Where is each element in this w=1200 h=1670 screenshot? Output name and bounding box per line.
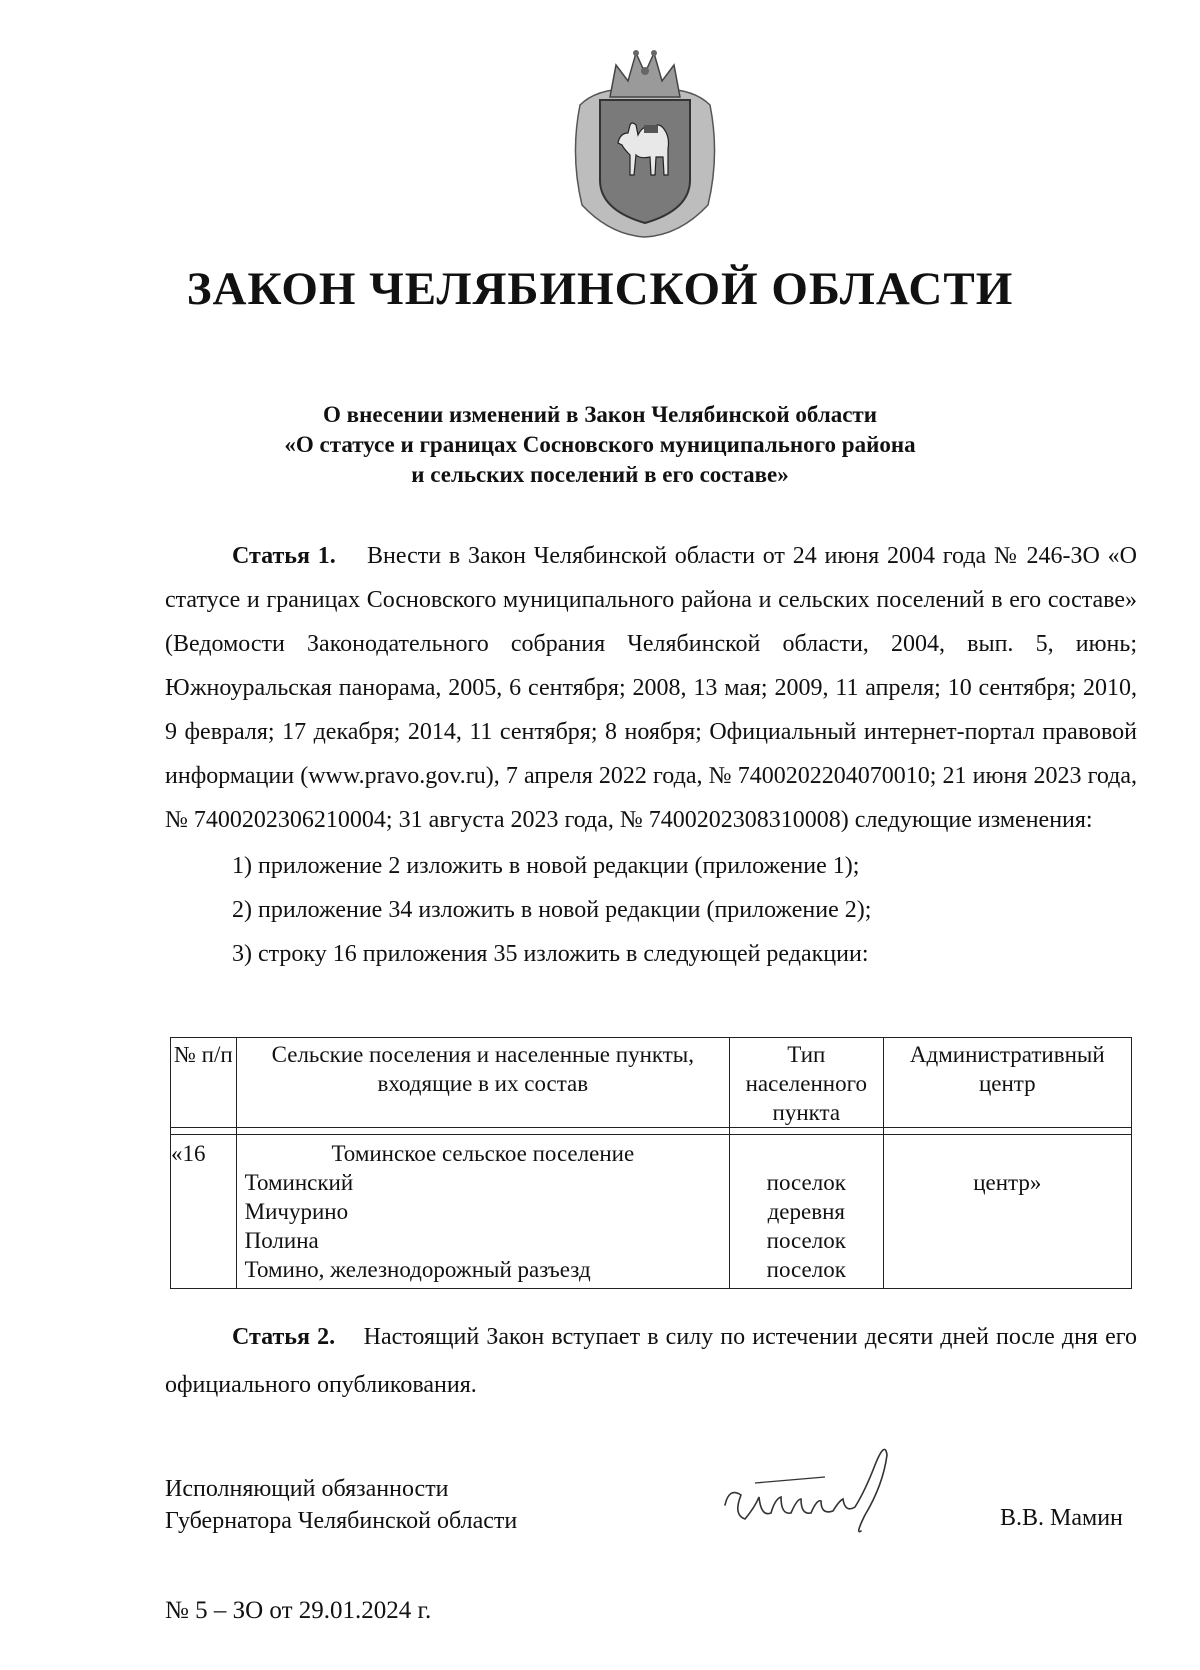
table-gap-row	[171, 1128, 1132, 1135]
document-title: ЗАКОН ЧЕЛЯБИНСКОЙ ОБЛАСТИ	[186, 263, 1014, 315]
row-center	[883, 1135, 1131, 1289]
article-1-label: Статья 1.	[232, 543, 336, 569]
article-2-text: Настоящий Закон вступает в силу по истечении десяти дней после дня его официального опубликования.	[165, 1324, 1137, 1398]
header-center: Административный центр	[883, 1038, 1131, 1128]
article-1-item: 2) приложение 34 изложить в новой редакции (приложение 2);	[232, 897, 872, 923]
header-settlements: Сельские поселения и населенные пункты, входящие в их состав	[236, 1038, 729, 1128]
signatory-position	[165, 1473, 517, 1537]
subject-line: и сельских поселений в его составе»	[411, 462, 789, 487]
article-1-text: Внести в Закон Челябинской области от 24 июня 2004 года № 246-ЗО «О статусе и границах Сосновского муниципального района и сельских поселений в его составе» (Ведомости Законодательного собрания Челябинской области, 2004, вып. 5, июнь; Южноуральская панорама, 2005, 6 сентября; 2008, 13 мая; 2009, 11 апреля; 10 сентября; 2010, 9 февраля; 17 декабря; 2014, 11 сентября; 8 ноября; Официальный интернет-портал правовой информации (www.pravo.gov.ru), 7 апреля 2022 года, № 7400202204070010; 21 июня 2023 года, № 7400202306210004; 31 августа 2023 года, № 7400202308310008) следующие изменения:	[165, 543, 1137, 833]
subject-line: «О статусе и границах Сосновского муниципального района	[284, 432, 916, 457]
position-line: Исполняющий обязанности	[165, 1476, 449, 1502]
locality-type: поселок	[766, 1257, 846, 1282]
article-2-paragraph	[165, 1313, 1137, 1409]
signer-name: В.В. Мамин	[1000, 1505, 1123, 1531]
article-2	[165, 1313, 1137, 1409]
position-line: Губернатора Челябинской области	[165, 1508, 518, 1534]
row-types	[729, 1135, 883, 1289]
admin-center: центр»	[973, 1170, 1042, 1195]
registration-number: № 5 – ЗО от 29.01.2024 г.	[165, 1597, 432, 1624]
locality-name: Полина	[244, 1228, 319, 1253]
table-header-row	[171, 1038, 1132, 1128]
header-type: Тип населенного пункта	[729, 1038, 883, 1128]
handwritten-signature	[715, 1435, 945, 1545]
table-row	[171, 1135, 1132, 1289]
document-subject	[150, 400, 1050, 490]
article-1-item: 3) строку 16 приложения 35 изложить в следующей редакции:	[232, 941, 869, 967]
locality-name: Томино, железнодорожный разъезд	[244, 1257, 591, 1282]
subject-line: О внесении изменений в Закон Челябинской области	[323, 402, 877, 427]
locality-type: поселок	[766, 1228, 846, 1253]
locality-type: поселок	[766, 1170, 846, 1195]
locality-type: деревня	[767, 1199, 845, 1224]
article-1	[165, 534, 1137, 842]
settlement-name: Томинское сельское поселение	[331, 1141, 635, 1166]
coat-of-arms-emblem	[570, 45, 720, 240]
article-2-label: Статья 2.	[232, 1324, 336, 1350]
row-settlements	[236, 1135, 729, 1289]
article-1-paragraph	[165, 534, 1137, 842]
amendment-table	[170, 1037, 1132, 1289]
article-1-item: 1) приложение 2 изложить в новой редакции (приложение 1);	[232, 853, 860, 879]
locality-name: Мичурино	[244, 1199, 349, 1224]
row-number: «16	[171, 1135, 237, 1289]
header-number: № п/п	[171, 1038, 237, 1128]
locality-name: Томинский	[244, 1170, 354, 1195]
